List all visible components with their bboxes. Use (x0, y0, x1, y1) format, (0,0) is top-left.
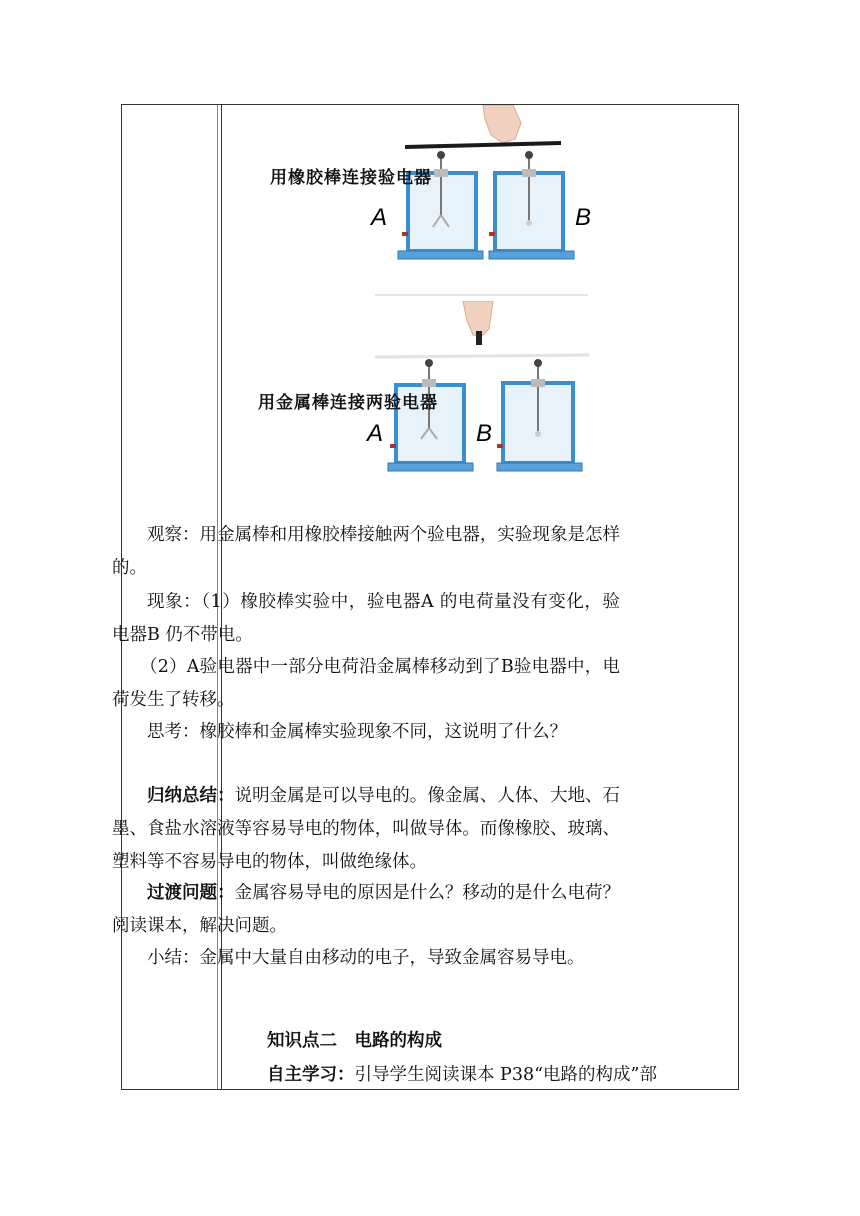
phenomenon1-paragraph: 现象：（1）橡胶棒实验中，验电器A 的电荷量没有变化，验电器B 仍不带电。 (112, 592, 620, 645)
self-study-label: 自主学习： (267, 1065, 355, 1085)
self-study-text: 引导学生阅读课本 P38“电路的构成”部 (354, 1065, 657, 1085)
label-a: A (367, 420, 384, 447)
fig1-caption: 用橡胶棒连接验电器 (270, 168, 432, 188)
transition-paragraph (112, 877, 620, 943)
label-a: A (371, 204, 388, 231)
think-paragraph: 思考：橡胶棒和金属棒实验现象不同，这说明了什么？ (147, 722, 567, 742)
fig2-caption: 用金属棒连接两验电器 (258, 393, 438, 413)
transition-text: 金属容易导电的原因是什么？移动的是什么电荷？阅读课本，解决问题。 (112, 883, 621, 936)
transition-label: 过渡问题： (147, 883, 235, 903)
phenomenon2-text: （2）A验电器中一部分电荷沿金属棒移动到了B验电器中，电荷发生了转移。 (112, 657, 620, 710)
summary-label: 归纳总结： (147, 786, 235, 806)
observe-paragraph: 观察：用金属棒和用橡胶棒接触两个验电器，实验现象是怎样的。 (112, 525, 620, 578)
metal-rod (375, 355, 589, 357)
rubber-rod-electroscope-figure (363, 105, 593, 301)
kp2-title: 知识点二 电路的构成 (267, 1031, 442, 1051)
label-b: B (476, 420, 493, 447)
summary-text: 说明金属是可以导电的。像金属、人体、大地、石墨、食盐水溶液等容易导电的物体，叫做导体。而像橡胶、玻璃、塑料等不容易导电的物体，叫做绝缘体。 (112, 786, 621, 872)
conclusion-paragraph: 小结：金属中大量自由移动的电子，导致金属容易导电。 (147, 948, 585, 968)
label-b: B (575, 204, 592, 231)
self-study-line (267, 1061, 657, 1086)
summary-paragraph (112, 780, 620, 879)
